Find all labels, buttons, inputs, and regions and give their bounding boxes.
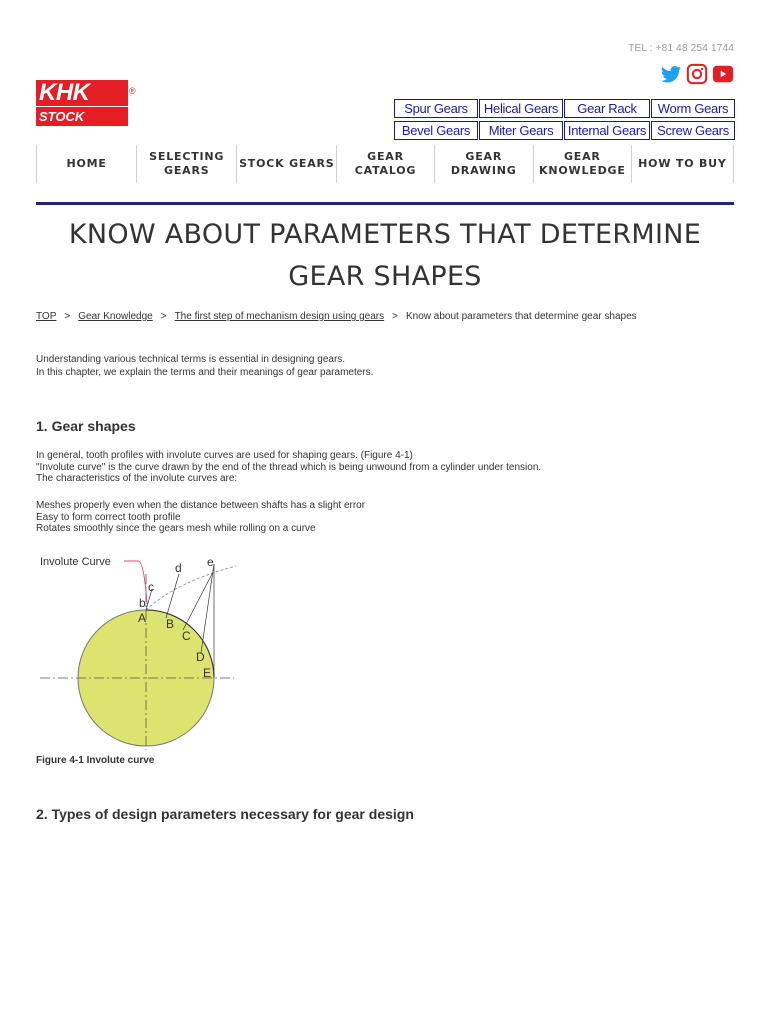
paragraph-line: "Involute curve" is the curve drawn by the end of the thread which is being unwound from a cylinder under tension.: [36, 461, 542, 473]
nav-gear-knowledge[interactable]: GEAR KNOWLEDGE: [533, 145, 631, 183]
breadcrumb-separator: >: [160, 311, 167, 322]
breadcrumb-separator: >: [64, 311, 71, 322]
point-d: d: [175, 561, 182, 575]
point-B: B: [166, 617, 175, 631]
figure-caption: Figure 4-1 Involute curve: [36, 755, 155, 766]
nav-gear-drawing[interactable]: GEAR DRAWING: [434, 145, 533, 183]
nav-home[interactable]: HOME: [36, 145, 136, 183]
list-item: Easy to form correct tooth profile: [36, 511, 181, 523]
point-A: A: [138, 611, 147, 625]
breadcrumb-gear-knowledge[interactable]: Gear Knowledge: [78, 311, 153, 322]
figure-label: Involute Curve: [40, 556, 111, 568]
registered-mark: ®: [129, 86, 136, 96]
point-c: c: [148, 580, 154, 594]
point-D: D: [196, 650, 205, 664]
breadcrumb-first-step[interactable]: The first step of mechanism design using gears: [174, 311, 385, 322]
instagram-icon[interactable]: [686, 63, 708, 85]
point-e: e: [207, 555, 214, 569]
point-C: C: [182, 629, 191, 643]
nav-gear-catalog[interactable]: GEAR CATALOG: [336, 145, 433, 183]
link-spur-gears[interactable]: Spur Gears: [394, 99, 478, 118]
link-worm-gears[interactable]: Worm Gears: [651, 99, 735, 118]
point-E: E: [203, 666, 212, 680]
link-bevel-gears[interactable]: Bevel Gears: [394, 121, 478, 140]
gear-shapes-paragraph: [36, 450, 541, 485]
phone-number: TEL : +81 48 254 1744: [628, 43, 734, 54]
social-links: [660, 63, 734, 85]
breadcrumb-current: Know about parameters that determine gear shapes: [405, 311, 637, 322]
youtube-icon[interactable]: [712, 63, 734, 85]
main-navigation: [36, 145, 734, 183]
paragraph-line: The characteristics of the involute curves are:: [36, 473, 238, 484]
list-item: Rotates smoothly since the gears mesh while rolling on a curve: [36, 523, 316, 534]
intro-line-1: Understanding various technical terms is essential in designing gears.: [36, 354, 346, 365]
khk-logo[interactable]: [36, 79, 136, 143]
link-helical-gears[interactable]: Helical Gears: [479, 99, 563, 118]
section-heading-gear-shapes: 1. Gear shapes: [36, 418, 136, 434]
header-divider: [36, 202, 734, 205]
section-heading-design-parameters: 2. Types of design parameters necessary for gear design: [36, 806, 414, 822]
twitter-icon[interactable]: [660, 63, 682, 85]
page-title: KNOW ABOUT PARAMETERS THAT DETERMINE GEAR SHAPES: [68, 219, 702, 292]
nav-stock-gears[interactable]: STOCK GEARS: [236, 145, 336, 183]
link-gear-rack[interactable]: Gear Rack: [564, 99, 650, 118]
breadcrumb: [36, 311, 637, 322]
link-internal-gears[interactable]: Internal Gears: [564, 121, 650, 140]
list-item: Meshes properly even when the distance between shafts has a slight error: [36, 500, 366, 511]
link-miter-gears[interactable]: Miter Gears: [479, 121, 563, 140]
breadcrumb-top[interactable]: TOP: [36, 311, 57, 322]
point-b: b: [139, 596, 146, 610]
intro-text: [36, 353, 373, 379]
logo-text-khk: KHK: [36, 80, 128, 106]
nav-selecting-gears[interactable]: SELECTING GEARS: [136, 145, 236, 183]
paragraph-line: In general, tooth profiles with involute curves are used for shaping gears. (Figure 4-1): [36, 450, 413, 461]
breadcrumb-separator: >: [392, 311, 398, 322]
involute-characteristics-list: [36, 500, 365, 535]
gear-type-links: [394, 99, 734, 140]
intro-line-2: In this chapter, we explain the terms and their meanings of gear parameters.: [36, 367, 374, 378]
logo-text-stock-gears: STOCK GEARS: [36, 107, 128, 126]
involute-curve-figure: [36, 552, 246, 752]
nav-how-to-buy[interactable]: HOW TO BUY: [631, 145, 734, 183]
link-screw-gears[interactable]: Screw Gears: [651, 121, 735, 140]
